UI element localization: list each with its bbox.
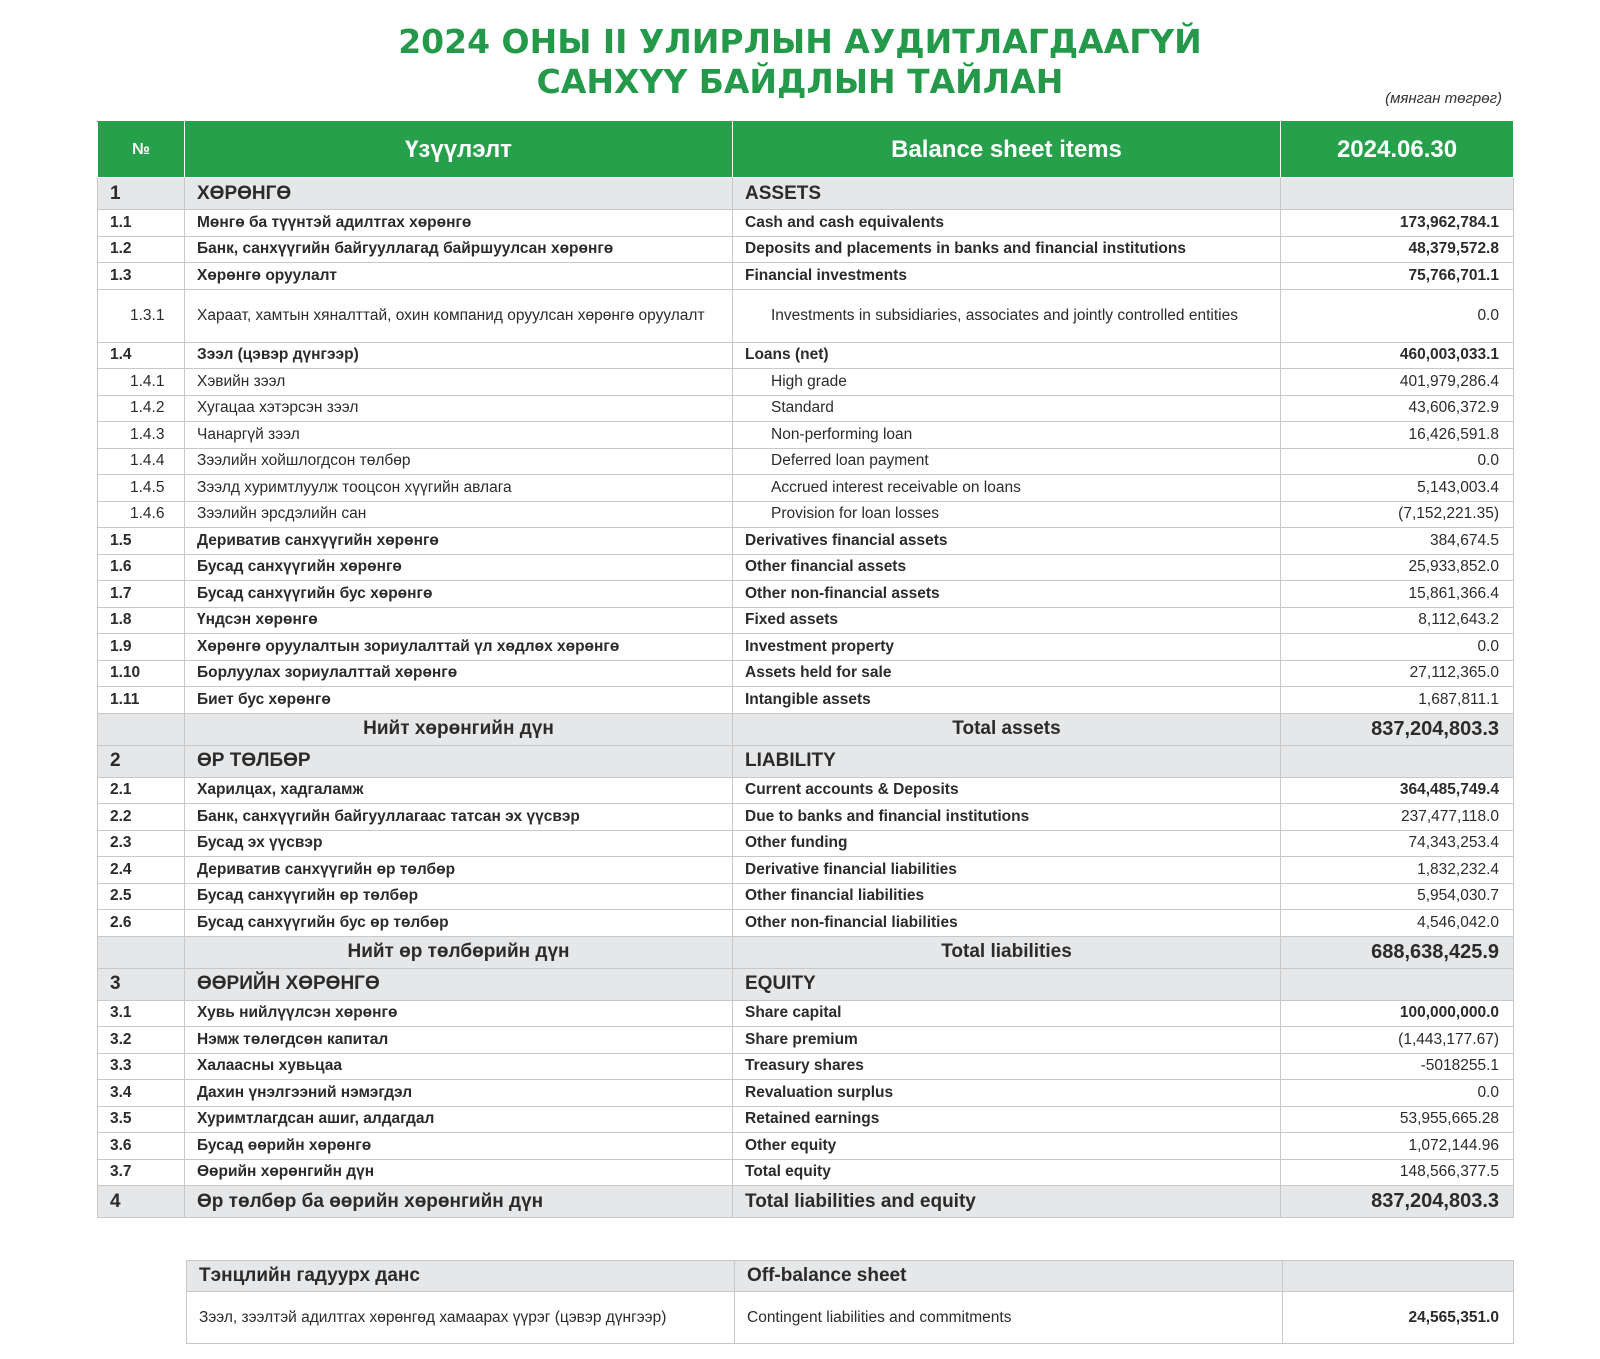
table-row xyxy=(98,554,1514,581)
grand-total-num: 4 xyxy=(98,1186,185,1218)
row-en: Share capital xyxy=(733,1000,1281,1027)
table-row xyxy=(98,501,1514,528)
row-en: Deposits and placements in banks and financial institutions xyxy=(733,236,1281,263)
row-mn: Бусад санхүүгийн бус өр төлбөр xyxy=(185,910,733,937)
col-header-num: № xyxy=(98,122,185,178)
row-value: 100,000,000.0 xyxy=(1281,1000,1514,1027)
row-mn: Банк, санхүүгийн байгууллагад байршуулсан хөрөнгө xyxy=(185,236,733,263)
table-row xyxy=(98,804,1514,831)
total-assets-row xyxy=(98,713,1514,745)
row-en: Share premium xyxy=(733,1027,1281,1054)
row-mn: Хувь нийлүүлсэн хөрөнгө xyxy=(185,1000,733,1027)
table-row xyxy=(98,687,1514,714)
row-num: 1.4 xyxy=(98,342,185,369)
row-num: 2.3 xyxy=(98,830,185,857)
row-en: Other non-financial assets xyxy=(733,581,1281,608)
section-liability xyxy=(98,745,1514,777)
row-value: 15,861,366.4 xyxy=(1281,581,1514,608)
section-en: ASSETS xyxy=(733,178,1281,210)
row-en: Fixed assets xyxy=(733,607,1281,634)
row-en: Cash and cash equivalents xyxy=(733,210,1281,237)
report-title xyxy=(0,22,1600,102)
row-mn: Банк, санхүүгийн байгууллагаас татсан эх үүсвэр xyxy=(185,804,733,831)
table-row xyxy=(98,857,1514,884)
table-row xyxy=(98,210,1514,237)
grand-total-row xyxy=(98,1186,1514,1218)
table-row xyxy=(98,1053,1514,1080)
table-row xyxy=(98,236,1514,263)
table-row xyxy=(98,1159,1514,1186)
row-value: -5018255.1 xyxy=(1281,1053,1514,1080)
row-value: 1,832,232.4 xyxy=(1281,857,1514,884)
total-mn: Нийт хөрөнгийн дүн xyxy=(185,713,733,745)
row-num: 3.2 xyxy=(98,1027,185,1054)
row-num: 1.7 xyxy=(98,581,185,608)
col-header-mn: Үзүүлэлт xyxy=(185,122,733,178)
row-value: 27,112,365.0 xyxy=(1281,660,1514,687)
row-mn: Бусад санхүүгийн хөрөнгө xyxy=(185,554,733,581)
row-en: Loans (net) xyxy=(733,342,1281,369)
row-value: 1,687,811.1 xyxy=(1281,687,1514,714)
table-row xyxy=(98,1027,1514,1054)
row-num: 1.3.1 xyxy=(98,289,185,342)
table-row xyxy=(98,395,1514,422)
row-value: 53,955,665.28 xyxy=(1281,1106,1514,1133)
off-balance-table xyxy=(186,1260,1514,1344)
row-en: Revaluation surplus xyxy=(733,1080,1281,1107)
row-value: 364,485,749.4 xyxy=(1281,777,1514,804)
row-num: 1.1 xyxy=(98,210,185,237)
grand-total-en: Total liabilities and equity xyxy=(733,1186,1281,1218)
grand-total-mn: Өр төлбөр ба өөрийн хөрөнгийн дүн xyxy=(185,1186,733,1218)
row-mn: Хөрөнгө оруулалт xyxy=(185,263,733,290)
col-header-en: Balance sheet items xyxy=(733,122,1281,178)
row-num: 2.1 xyxy=(98,777,185,804)
table-row xyxy=(98,830,1514,857)
unit-note: (мянган төгрөг) xyxy=(1385,90,1502,107)
section-num: 2 xyxy=(98,745,185,777)
row-num: 3.6 xyxy=(98,1133,185,1160)
row-mn: Дериватив санхүүгийн хөрөнгө xyxy=(185,528,733,555)
section-en: EQUITY xyxy=(733,968,1281,1000)
total-value: 837,204,803.3 xyxy=(1281,713,1514,745)
row-en: Derivatives financial assets xyxy=(733,528,1281,555)
row-en: Provision for loan losses xyxy=(733,501,1281,528)
row-num: 1.4.4 xyxy=(98,448,185,475)
table-row xyxy=(98,342,1514,369)
row-mn: Хэвийн зээл xyxy=(185,369,733,396)
row-value: 148,566,377.5 xyxy=(1281,1159,1514,1186)
row-mn: Өөрийн хөрөнгийн дүн xyxy=(185,1159,733,1186)
row-num: 1.4.6 xyxy=(98,501,185,528)
row-en: Other equity xyxy=(733,1133,1281,1160)
row-num: 3.3 xyxy=(98,1053,185,1080)
row-mn: Дериватив санхүүгийн өр төлбөр xyxy=(185,857,733,884)
row-en: Due to banks and financial institutions xyxy=(733,804,1281,831)
section-value xyxy=(1281,968,1514,1000)
row-mn: Зээл, зээлтэй адилтгах хөрөнгөд хамаарах үүрэг (цэвэр дүнгээр) xyxy=(187,1292,735,1344)
row-value: 25,933,852.0 xyxy=(1281,554,1514,581)
row-value: 0.0 xyxy=(1281,1080,1514,1107)
table-row xyxy=(98,883,1514,910)
row-value: (7,152,221.35) xyxy=(1281,501,1514,528)
row-num: 1.4.1 xyxy=(98,369,185,396)
table-row xyxy=(98,528,1514,555)
off-balance-mn: Тэнцлийн гадуурх данс xyxy=(187,1261,735,1292)
row-num: 1.4.3 xyxy=(98,422,185,449)
row-mn: Дахин үнэлгээний нэмэгдэл xyxy=(185,1080,733,1107)
table-row xyxy=(98,448,1514,475)
row-num: 3.5 xyxy=(98,1106,185,1133)
row-mn: Бусад эх үүсвэр xyxy=(185,830,733,857)
row-en: Total equity xyxy=(733,1159,1281,1186)
row-mn: Халаасны хувьцаа xyxy=(185,1053,733,1080)
table-row xyxy=(98,660,1514,687)
table-row xyxy=(98,1000,1514,1027)
table-row xyxy=(98,1106,1514,1133)
off-balance-en: Off-balance sheet xyxy=(735,1261,1283,1292)
table-row xyxy=(98,369,1514,396)
section-value xyxy=(1281,745,1514,777)
row-en: Current accounts & Deposits xyxy=(733,777,1281,804)
row-en: Investment property xyxy=(733,634,1281,661)
row-num: 3.4 xyxy=(98,1080,185,1107)
col-header-date: 2024.06.30 xyxy=(1281,122,1514,178)
row-num: 2.5 xyxy=(98,883,185,910)
row-num: 1.11 xyxy=(98,687,185,714)
section-value xyxy=(1281,178,1514,210)
row-en: Standard xyxy=(733,395,1281,422)
row-value: 0.0 xyxy=(1281,289,1514,342)
row-mn: Зээл (цэвэр дүнгээр) xyxy=(185,342,733,369)
row-en: Assets held for sale xyxy=(733,660,1281,687)
row-num: 1.10 xyxy=(98,660,185,687)
row-num: 1.3 xyxy=(98,263,185,290)
total-en: Total assets xyxy=(733,713,1281,745)
row-num: 1.4.5 xyxy=(98,475,185,502)
grand-total-value: 837,204,803.3 xyxy=(1281,1186,1514,1218)
row-value: 401,979,286.4 xyxy=(1281,369,1514,396)
row-mn: Хөрөнгө оруулалтын зориулалттай үл хөдлөх хөрөнгө xyxy=(185,634,733,661)
table-row xyxy=(98,475,1514,502)
row-en: Intangible assets xyxy=(733,687,1281,714)
row-en: Other funding xyxy=(733,830,1281,857)
row-value: 460,003,033.1 xyxy=(1281,342,1514,369)
row-mn: Зээлийн хойшлогдсон төлбөр xyxy=(185,448,733,475)
table-row xyxy=(98,634,1514,661)
row-en: Investments in subsidiaries, associates and jointly controlled entities xyxy=(733,289,1281,342)
row-num: 3.1 xyxy=(98,1000,185,1027)
row-mn: Мөнгө ба түүнтэй адилтгах хөрөнгө xyxy=(185,210,733,237)
total-en: Total liabilities xyxy=(733,936,1281,968)
row-num: 1.8 xyxy=(98,607,185,634)
section-mn: ХӨРӨНГӨ xyxy=(185,178,733,210)
row-num: 2.2 xyxy=(98,804,185,831)
table-row xyxy=(187,1292,1514,1344)
row-value: 1,072,144.96 xyxy=(1281,1133,1514,1160)
row-en: Accrued interest receivable on loans xyxy=(733,475,1281,502)
row-en: Non-performing loan xyxy=(733,422,1281,449)
row-value: 384,674.5 xyxy=(1281,528,1514,555)
row-num: 1.6 xyxy=(98,554,185,581)
row-en: Contingent liabilities and commitments xyxy=(735,1292,1283,1344)
row-en: Other financial liabilities xyxy=(733,883,1281,910)
row-mn: Харилцах, хадгаламж xyxy=(185,777,733,804)
row-mn: Чанаргүй зээл xyxy=(185,422,733,449)
row-mn: Үндсэн хөрөнгө xyxy=(185,607,733,634)
row-value: 5,143,003.4 xyxy=(1281,475,1514,502)
table-row xyxy=(98,1133,1514,1160)
row-value: 0.0 xyxy=(1281,448,1514,475)
row-en: Treasury shares xyxy=(733,1053,1281,1080)
row-mn: Бусад санхүүгийн бус хөрөнгө xyxy=(185,581,733,608)
report-title-line1: 2024 ОНЫ II УЛИРЛЫН АУДИТЛАГДААГҮЙ xyxy=(398,22,1202,61)
table-row xyxy=(98,289,1514,342)
section-en: LIABILITY xyxy=(733,745,1281,777)
row-mn: Хугацаа хэтэрсэн зээл xyxy=(185,395,733,422)
off-balance-header xyxy=(187,1261,1514,1292)
table-row xyxy=(98,607,1514,634)
table-row xyxy=(98,581,1514,608)
row-value: 5,954,030.7 xyxy=(1281,883,1514,910)
table-row xyxy=(98,1080,1514,1107)
section-equity xyxy=(98,968,1514,1000)
report-title-line2: САНХҮҮ БАЙДЛЫН ТАЙЛАН xyxy=(536,62,1064,101)
row-value: 8,112,643.2 xyxy=(1281,607,1514,634)
row-value: 237,477,118.0 xyxy=(1281,804,1514,831)
row-num: 2.6 xyxy=(98,910,185,937)
row-mn: Хараат, хамтын хяналттай, охин компанид оруулсан хөрөнгө оруулалт xyxy=(185,289,733,342)
section-mn: ӨӨРИЙН ХӨРӨНГӨ xyxy=(185,968,733,1000)
row-num: 3.7 xyxy=(98,1159,185,1186)
row-value: 0.0 xyxy=(1281,634,1514,661)
row-num: 1.5 xyxy=(98,528,185,555)
section-num: 1 xyxy=(98,178,185,210)
row-en: Other financial assets xyxy=(733,554,1281,581)
row-num: 2.4 xyxy=(98,857,185,884)
row-mn: Бусад санхүүгийн өр төлбөр xyxy=(185,883,733,910)
table-row xyxy=(98,263,1514,290)
row-en: Financial investments xyxy=(733,263,1281,290)
row-num: 1.9 xyxy=(98,634,185,661)
row-en: High grade xyxy=(733,369,1281,396)
row-en: Deferred loan payment xyxy=(733,448,1281,475)
row-value: 173,962,784.1 xyxy=(1281,210,1514,237)
row-value: 43,606,372.9 xyxy=(1281,395,1514,422)
row-en: Other non-financial liabilities xyxy=(733,910,1281,937)
table-row xyxy=(98,422,1514,449)
section-num: 3 xyxy=(98,968,185,1000)
row-mn: Нэмж төлөгдсөн капитал xyxy=(185,1027,733,1054)
row-value: 24,565,351.0 xyxy=(1283,1292,1514,1344)
total-value: 688,638,425.9 xyxy=(1281,936,1514,968)
row-mn: Зээлийн эрсдэлийн сан xyxy=(185,501,733,528)
balance-sheet-table xyxy=(97,121,1514,1218)
section-mn: ӨР ТӨЛБӨР xyxy=(185,745,733,777)
row-mn: Зээлд хуримтлуулж тооцсон хүүгийн авлага xyxy=(185,475,733,502)
row-num: 1.2 xyxy=(98,236,185,263)
row-value: 48,379,572.8 xyxy=(1281,236,1514,263)
row-value: 74,343,253.4 xyxy=(1281,830,1514,857)
row-value: (1,443,177.67) xyxy=(1281,1027,1514,1054)
row-mn: Биет бус хөрөнгө xyxy=(185,687,733,714)
row-value: 16,426,591.8 xyxy=(1281,422,1514,449)
table-header xyxy=(98,122,1514,178)
row-en: Derivative financial liabilities xyxy=(733,857,1281,884)
row-value: 4,546,042.0 xyxy=(1281,910,1514,937)
row-num: 1.4.2 xyxy=(98,395,185,422)
table-row xyxy=(98,910,1514,937)
table-row xyxy=(98,777,1514,804)
total-mn: Нийт өр төлбөрийн дүн xyxy=(185,936,733,968)
row-value: 75,766,701.1 xyxy=(1281,263,1514,290)
row-mn: Бусад өөрийн хөрөнгө xyxy=(185,1133,733,1160)
row-mn: Хуримтлагдсан ашиг, алдагдал xyxy=(185,1106,733,1133)
section-assets xyxy=(98,178,1514,210)
row-mn: Борлуулах зориулалттай хөрөнгө xyxy=(185,660,733,687)
total-liabilities-row xyxy=(98,936,1514,968)
row-en: Retained earnings xyxy=(733,1106,1281,1133)
